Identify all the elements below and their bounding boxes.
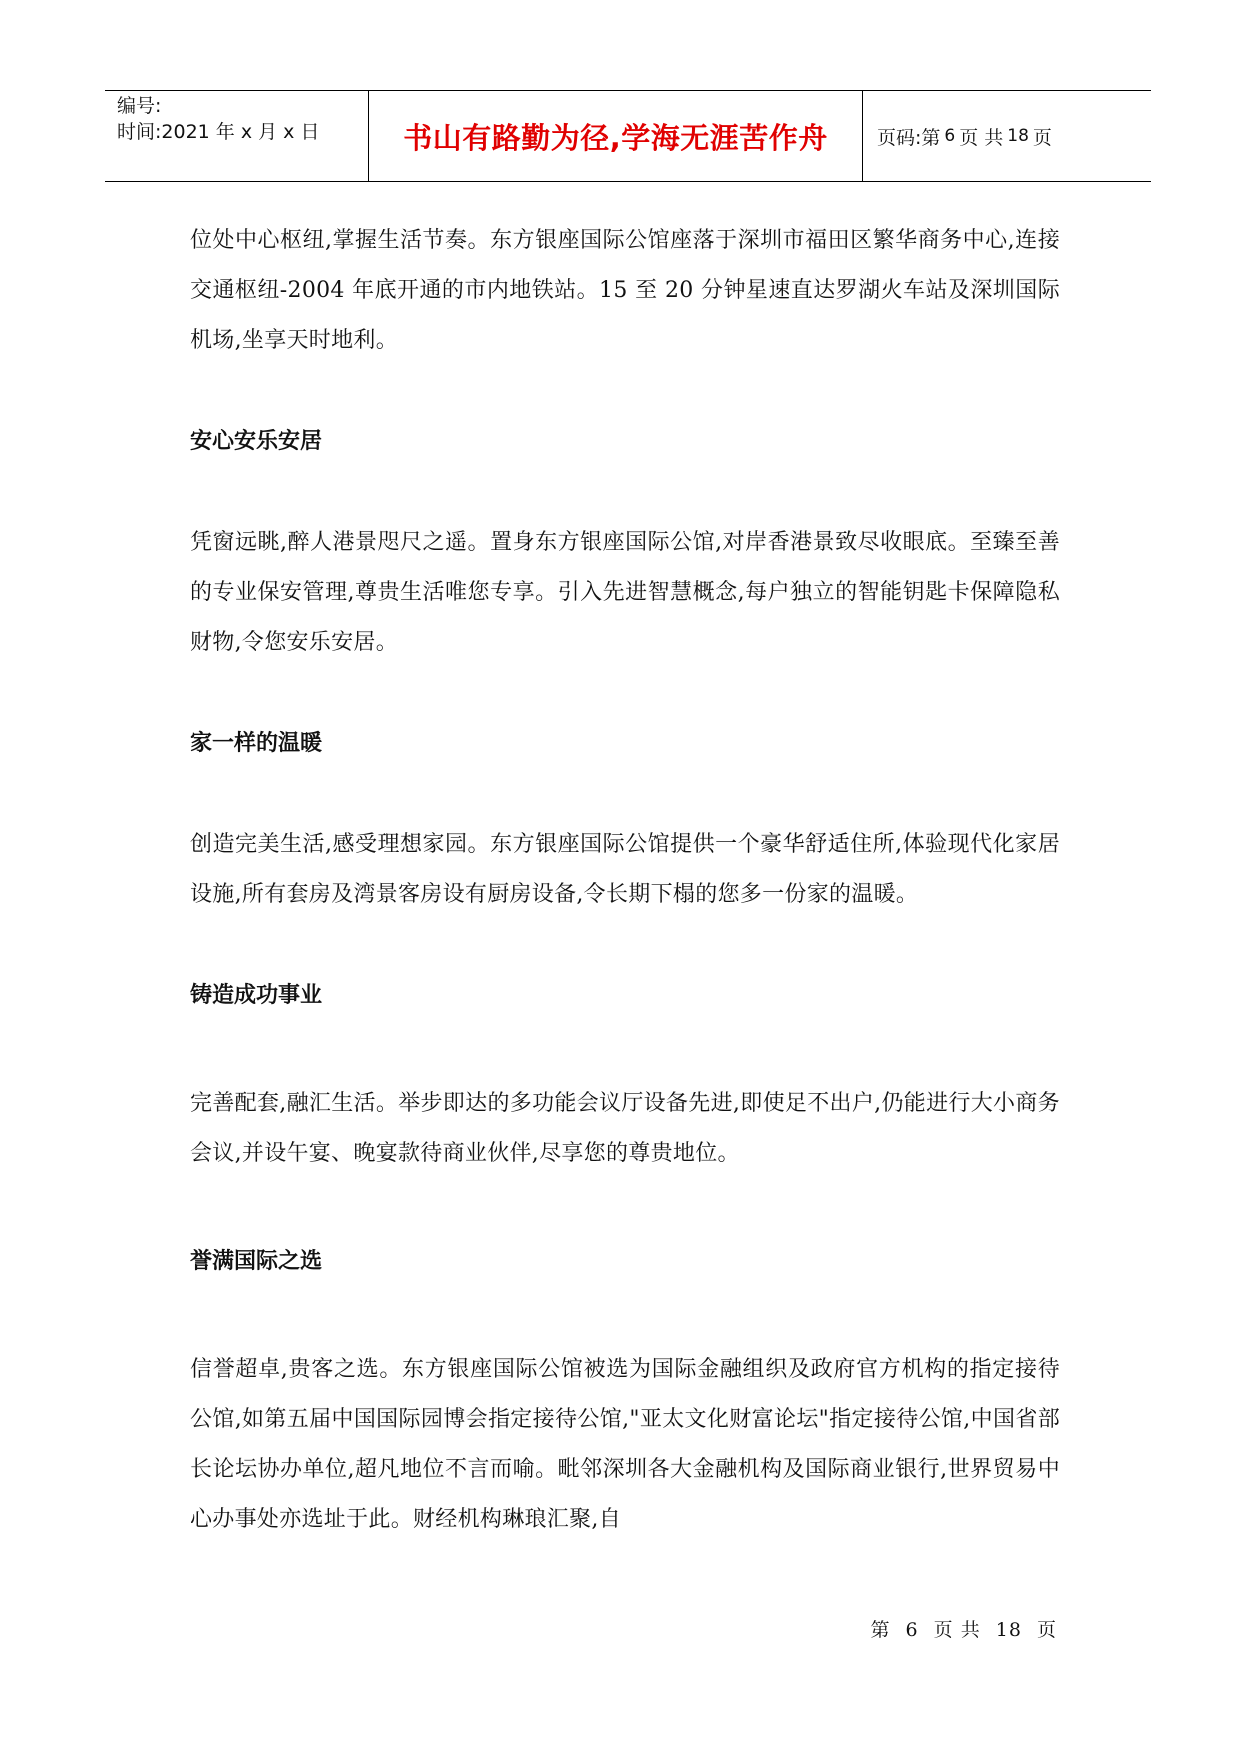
footer-total: 18 — [995, 1619, 1022, 1641]
section-paragraph: 完善配套,融汇生活。举步即达的多功能会议厅设备先进,即使足不出户,仍能进行大小商务会议,并设午宴、晚宴款待商业伙伴,尽享您的尊贵地位。 — [190, 1091, 1060, 1166]
header-motto: 书山有路勤为径,学海无涯苦作舟 — [403, 120, 828, 155]
document-time-label: 时间:2021 年 x 月 x 日 — [117, 121, 320, 143]
document-number-label: 编号: — [117, 95, 162, 117]
page-header — [105, 90, 1151, 182]
section-heading: 家一样的温暖 — [190, 731, 323, 756]
header-meta — [105, 91, 369, 181]
intro-paragraph: 位处中心枢纽,掌握生活节奏。东方银座国际公馆座落于深圳市福田区繁华商务中心,连接交通枢纽-2004 年底开通的市内地铁站。15 至 20 分钟星速直达罗湖火车站及深圳国际机场,坐享天时地利。 — [190, 228, 1060, 353]
document-body — [190, 216, 1060, 1545]
footer-prefix: 第 — [870, 1619, 891, 1641]
section-paragraph: 凭窗远眺,醉人港景咫尺之遥。置身东方银座国际公馆,对岸香港景致尽收眼底。至臻至善的专业保安管理,尊贵生活唯您专享。引入先进智慧概念,每户独立的智能钥匙卡保障隐私财物,令您安乐安居。 — [190, 530, 1060, 655]
footer-current: 6 — [905, 1619, 919, 1641]
footer-suffix: 页 — [1036, 1619, 1057, 1641]
section-heading: 安心安乐安居 — [190, 429, 323, 454]
section-heading: 誉满国际之选 — [190, 1249, 323, 1274]
page-footer — [866, 1615, 1061, 1642]
section-heading: 铸造成功事业 — [190, 983, 323, 1008]
footer-middle: 页 共 — [933, 1619, 981, 1641]
page-current: 6 — [944, 126, 956, 146]
page-total: 18 — [1007, 126, 1029, 146]
header-page-number — [863, 91, 1151, 181]
page-prefix: 页码:第 — [877, 126, 941, 149]
page-middle: 页 共 — [959, 126, 1004, 149]
header-motto-cell — [369, 91, 863, 181]
page-suffix: 页 — [1032, 126, 1052, 149]
section-paragraph: 信誉超卓,贵客之选。东方银座国际公馆被选为国际金融组织及政府官方机构的指定接待公馆,如第五届中国国际园博会指定接待公馆,"亚太文化财富论坛"指定接待公馆,中国省部长论坛协办单位,超凡地位不言而喻。毗邻深圳各大金融机构及国际商业银行,世界贸易中心办事处亦选址于此。财经机构琳琅汇聚,自 — [190, 1357, 1060, 1532]
section-paragraph: 创造完美生活,感受理想家园。东方银座国际公馆提供一个豪华舒适住所,体验现代化家居设施,所有套房及湾景客房设有厨房设备,令长期下榻的您多一份家的温暖。 — [190, 832, 1060, 907]
